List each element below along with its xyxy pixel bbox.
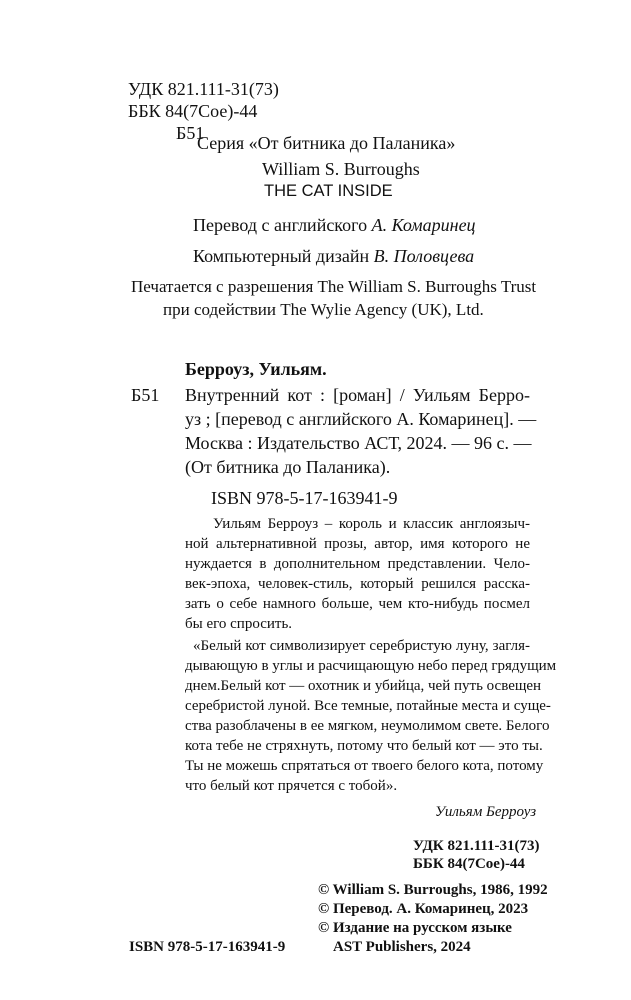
design-credit	[193, 245, 474, 267]
annotation-line: нуждается в дополнительном представлении. Чело-	[185, 556, 530, 572]
annotation-line: зать о себе намного больше, чем кто-нибудь посмел	[185, 596, 530, 612]
original-author: William S. Burroughs	[262, 159, 420, 179]
copyright-line: © William S. Burroughs, 1986, 1992	[318, 882, 548, 898]
quote-line: ства разоблачены в ее мягком, неумолимом свете. Белого	[185, 718, 550, 734]
quote-line: что белый кот прячется с тобой».	[185, 778, 398, 794]
design-prefix: Компьютерный дизайн	[193, 246, 370, 266]
footer-bbk: ББК 84(7Сое)-44	[413, 856, 525, 872]
quote-line: серебристой луной. Все темные, потайные места и суще-	[185, 698, 551, 714]
quote-line: кота тебе не стряхнуть, потому что белый кот — это ты.	[185, 738, 543, 754]
footer-udk: УДК 821.111-31(73)	[413, 838, 540, 854]
catalog-sign: Б51	[131, 385, 160, 405]
footer-isbn: ISBN 978-5-17-163941-9	[129, 939, 286, 955]
catalog-line: (От битника до Паланика).	[185, 457, 391, 477]
quote-signature: Уильям Берроуз	[435, 804, 537, 820]
catalog-line: Москва : Издательство АСТ, 2024. — 96 с. —	[185, 433, 532, 453]
catalog-author-heading: Берроуз, Уильям.	[185, 359, 327, 379]
quote-line: Ты не можешь спрятаться от твоего белого кота, потому	[185, 758, 544, 774]
quote-line: днем.Белый кот — охотник и убийца, чей путь освещен	[185, 678, 542, 694]
catalog-line: Внутренний кот : [роман] / Уильям Берро-	[185, 385, 530, 405]
translation-prefix: Перевод с английского	[193, 215, 368, 235]
quote-line: «Белый кот символизирует серебристую луну, загля-	[193, 638, 530, 654]
catalog-isbn: ISBN 978-5-17-163941-9	[211, 488, 398, 508]
udk-code: УДК 821.111-31(73)	[128, 79, 279, 99]
author-sign: Б51	[176, 123, 205, 143]
permission-line-2: при содействии The Wylie Agency (UK), Ltd.	[163, 300, 484, 319]
copyright-line: AST Publishers, 2024	[333, 939, 471, 955]
translator-name: А. Комаринец	[371, 215, 476, 235]
series-line: Серия «От битника до Паланика»	[197, 133, 456, 153]
bbk-code: ББК 84(7Сое)-44	[128, 101, 258, 121]
annotation-line: ной альтернативной прозы, автор, имя которого не	[185, 536, 530, 552]
catalog-line: уз ; [перевод с английского А. Комаринец]. —	[185, 409, 537, 429]
original-title: THE CAT INSIDE	[264, 182, 393, 200]
quote-line: дывающую в углы и расчищающую небо перед грядущим	[185, 658, 557, 674]
copyright-line: © Издание на русском языке	[318, 920, 512, 936]
translation-credit	[193, 214, 476, 236]
permission-line-1: Печатается с разрешения The William S. Burroughs Trust	[131, 277, 537, 296]
annotation-line: век-эпоха, человек-стиль, который решился расска-	[185, 576, 530, 592]
annotation-line: бы его спросить.	[185, 616, 293, 632]
copyright-line: © Перевод. А. Комаринец, 2023	[318, 901, 529, 917]
designer-name: В. Половцева	[373, 246, 475, 266]
annotation-line: Уильям Берроуз – король и классик англоязыч-	[213, 516, 530, 532]
